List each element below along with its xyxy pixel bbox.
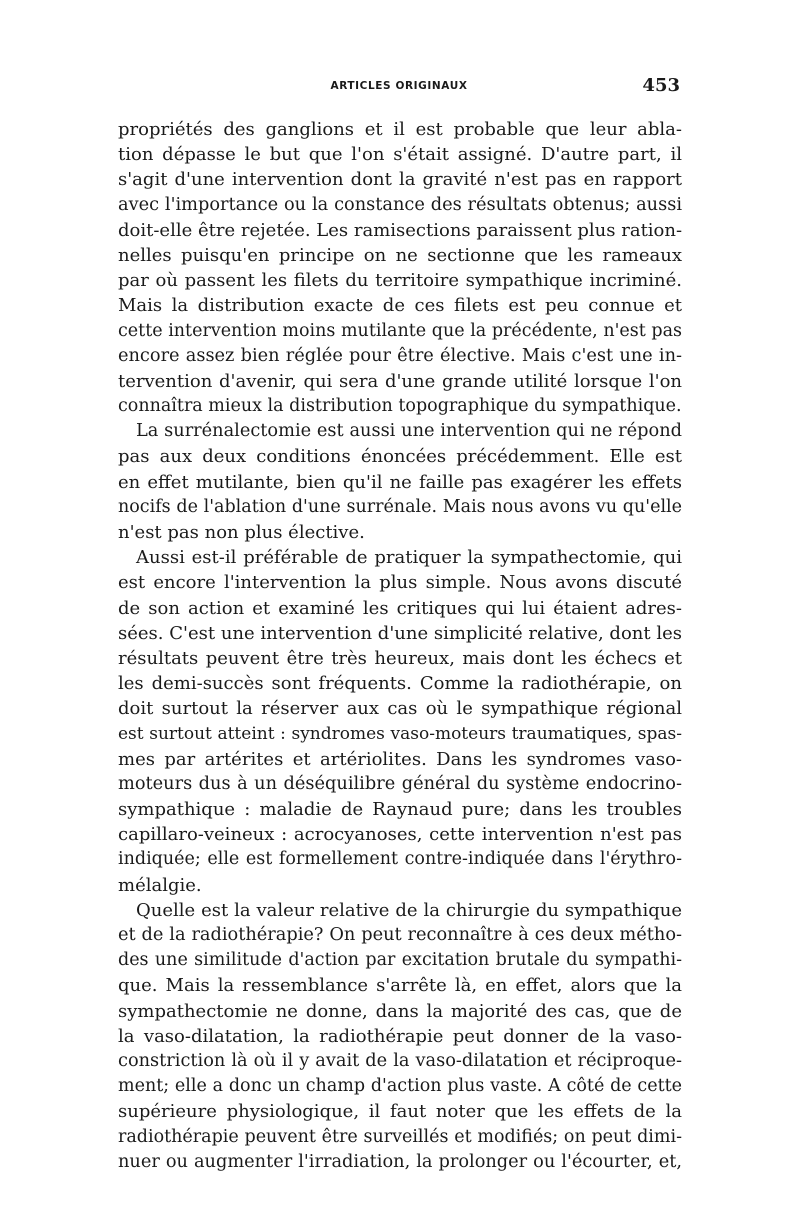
text-line: résultats peuvent être très heureux, mais dont les échecs et	[118, 647, 682, 669]
text-line: indiquée; elle est formellement contre-indiquée dans l'érythro-	[118, 849, 682, 870]
text-line: mes par artérites et artériolites. Dans les syndromes vaso-	[118, 748, 682, 770]
text-line: Aussi est-il préférable de pratiquer la sympathectomie, qui	[136, 547, 682, 569]
text-line: pas aux deux conditions énoncées précédemment. Elle est	[118, 446, 682, 468]
text-line: sympathique : maladie de Raynaud pure; dans les troubles	[118, 799, 682, 821]
text-line: par où passent les filets du territoire sympathique incriminé.	[118, 270, 682, 292]
text-line: des une similitude d'action par excitation brutale du sympathi-	[118, 950, 682, 971]
text-line: est encore l'intervention la plus simple. Nous avons discuté	[118, 572, 682, 594]
text-line: encore assez bien réglée pour être élective. Mais c'est une in-	[118, 345, 682, 366]
text-line: nocifs de l'ablation d'une surrénale. Mais nous avons vu qu'elle	[118, 496, 682, 517]
text-line: nelles puisqu'en principe on ne sectionne que les rameaux	[118, 244, 682, 266]
text-line: s'agit d'une intervention dont la gravité n'est pas en rapport	[118, 169, 682, 191]
text-line: de son action et examiné les critiques qui lui étaient adres-	[118, 597, 682, 619]
text-line: cette intervention moins mutilante que la précédente, n'est pas	[118, 320, 682, 341]
running-title: ARTICLES ORIGINAUX	[330, 80, 468, 92]
text-line: tion dépasse le but que l'on s'était assigné. D'autre part, il	[118, 144, 682, 166]
text-line: Quelle est la valeur relative de la chirurgie du sympathique	[136, 899, 682, 921]
text-line: sympathectomie ne donne, dans la majorité des cas, que de	[118, 1000, 682, 1022]
text-line: et de la radiothérapie? On peut reconnaître à ces deux métho-	[118, 925, 682, 945]
text-line: constriction là où il y avait de la vaso-dilatation et réciproque-	[118, 1050, 682, 1071]
text-line: sées. C'est une intervention d'une simplicité relative, dont les	[118, 622, 682, 644]
text-line: ment; elle a donc un champ d'action plus vaste. A côté de cette	[118, 1076, 682, 1097]
page-number: 453	[642, 75, 680, 96]
article-body	[118, 117, 682, 1175]
text-line: en effet mutilante, bien qu'il ne faille pas exagérer les effets	[118, 471, 682, 493]
text-line: est surtout atteint : syndromes vaso-moteurs traumatiques, spas-	[118, 723, 682, 744]
text-line: tervention d'avenir, qui sera d'une grande utilité lorsque l'on	[118, 370, 682, 392]
text-line: mélalgie.	[118, 874, 202, 896]
text-line: capillaro-veineux : acrocyanoses, cette intervention n'est pas	[118, 824, 682, 846]
text-line: radiothérapie peuvent être surveillés et modifiés; on peut dimi-	[118, 1126, 682, 1147]
text-line: connaîtra mieux la distribution topographique du sympathique.	[118, 396, 682, 417]
text-line: moteurs dus à un déséquilibre général du système endocrino-	[118, 773, 682, 794]
text-line: supérieure physiologique, il faut noter que les effets de la	[118, 1101, 682, 1123]
text-line: la vaso-dilatation, la radiothérapie peut donner de la vaso-	[118, 1025, 682, 1047]
running-header	[118, 75, 680, 100]
text-line: La surrénalectomie est aussi une intervention qui ne répond	[136, 421, 682, 442]
text-line: doit surtout la réserver aux cas où le sympathique régional	[118, 698, 682, 720]
text-line: nuer ou augmenter l'irradiation, la prolonger ou l'écourter, et,	[118, 1151, 682, 1172]
text-line: doit-elle être rejetée. Les ramisections paraissent plus ration-	[118, 219, 683, 241]
text-line: n'est pas non plus élective.	[118, 522, 365, 543]
text-line: propriétés des ganglions et il est probable que leur abla-	[118, 119, 682, 140]
text-line: que. Mais la ressemblance s'arrête là, en effet, alors que la	[118, 975, 682, 997]
text-line: avec l'importance ou la constance des résultats obtenus; aussi	[118, 194, 682, 215]
text-line: les demi-succès sont fréquents. Comme la radiothérapie, on	[118, 673, 682, 695]
text-line: Mais la distribution exacte de ces filets est peu connue et	[118, 295, 682, 317]
